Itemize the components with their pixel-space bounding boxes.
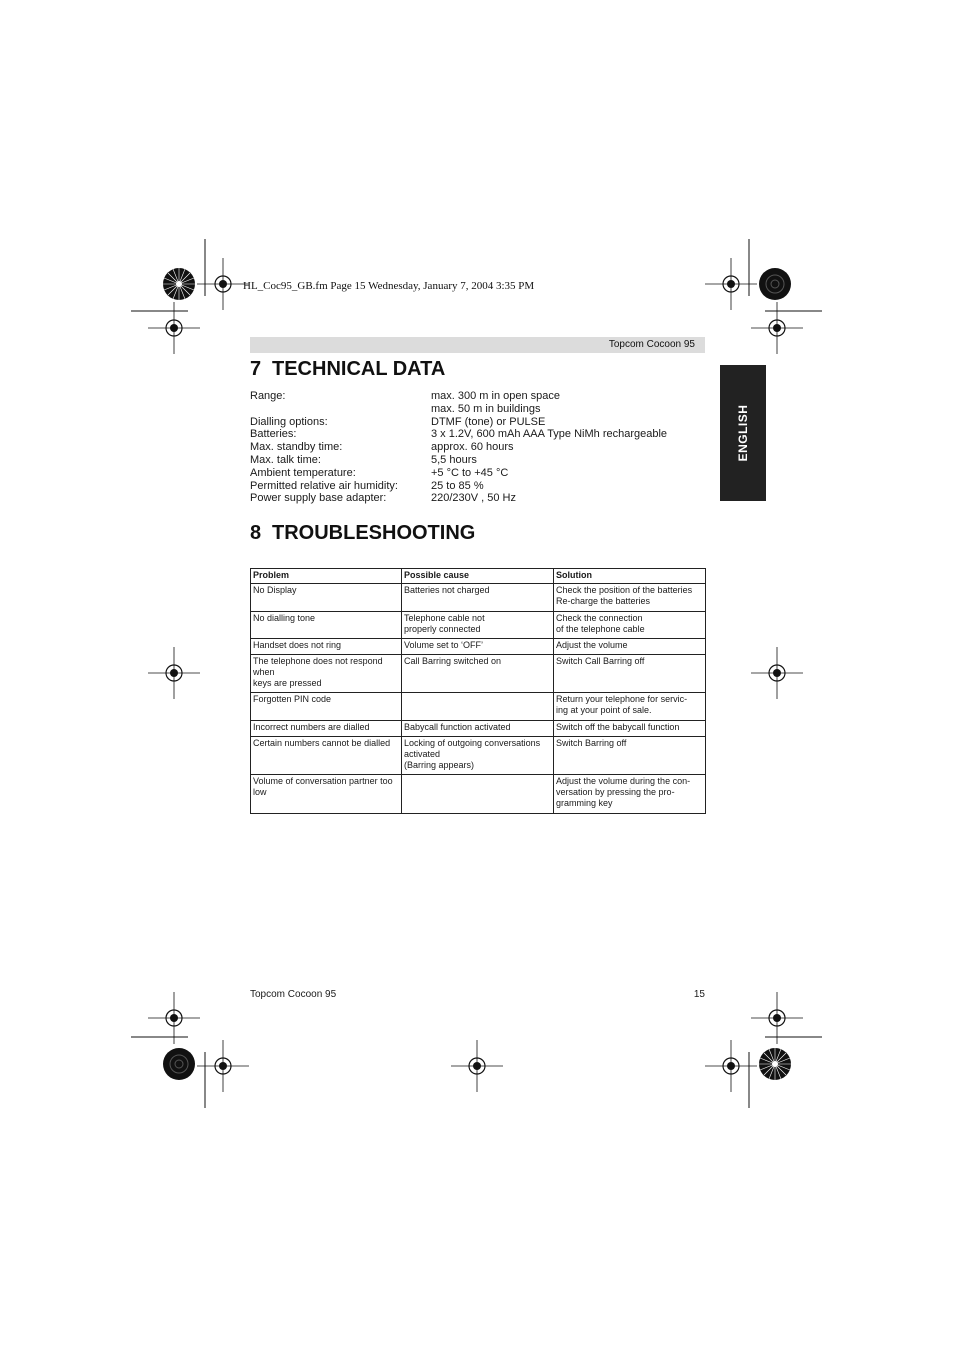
cause-cell: Volume set to ‘OFF’ [402, 639, 554, 655]
table-row [251, 655, 706, 693]
spec-row [250, 403, 705, 416]
solution-cell: Switch Call Barring off [554, 655, 706, 693]
column-header-cause: Possible cause [402, 569, 554, 584]
spec-value: 25 to 85 % [431, 479, 484, 492]
technical-data-list [250, 390, 705, 505]
table-row [251, 693, 706, 721]
spec-label: Power supply base adapter: [250, 492, 387, 505]
print-header: HL_Coc95_GB.fm Page 15 Wednesday, January 7, 2004 3:35 PM [243, 280, 535, 292]
footer-product-name: Topcom Cocoon 95 [250, 989, 337, 1000]
problem-cell: Forgotten PIN code [251, 693, 402, 721]
section-7-heading [250, 358, 445, 381]
spec-row [250, 467, 705, 480]
color-bar-bottom-left [163, 1048, 195, 1080]
spec-label: Permitted relative air humidity: [250, 479, 398, 492]
table-header-row [251, 569, 706, 584]
table-row [251, 612, 706, 639]
spec-label: Max. talk time: [250, 453, 321, 466]
cause-cell: Telephone cable not properly connected [402, 612, 554, 639]
spec-row [250, 492, 705, 505]
table-row [251, 737, 706, 775]
spec-value: 5,5 hours [431, 453, 477, 466]
spec-label: Batteries: [250, 428, 297, 441]
cause-cell [402, 775, 554, 814]
registration-mark [751, 647, 803, 699]
spec-row [250, 441, 705, 454]
problem-cell: The telephone does not respond when keys are pressed [251, 655, 402, 693]
solution-cell: Adjust the volume during the con- versation by pressing the pro- gramming key [554, 775, 706, 814]
spec-label: Dialling options: [250, 415, 328, 428]
color-bar-bottom-right [759, 1048, 791, 1080]
solution-cell: Switch off the babycall function [554, 721, 706, 737]
color-bar-top-right [759, 268, 791, 300]
spec-value: 220/230V , 50 Hz [431, 492, 517, 505]
spec-value: DTMF (tone) or PULSE [431, 415, 546, 428]
spec-row [250, 454, 705, 467]
problem-cell: No dialling tone [251, 612, 402, 639]
problem-cell: Incorrect numbers are dialled [251, 721, 402, 737]
column-header-solution: Solution [554, 569, 706, 584]
spec-value: 3 x 1.2V, 600 mAh AAA Type NiMh rechargeable [431, 428, 668, 441]
solution-cell: Check the position of the batteries Re-charge the batteries [554, 584, 706, 612]
solution-cell: Check the connection of the telephone cable [554, 612, 706, 639]
problem-cell: Handset does not ring [251, 639, 402, 655]
column-header-problem: Problem [251, 569, 402, 584]
spec-value: +5 °C to +45 °C [431, 466, 509, 479]
color-bar-top-left [163, 268, 195, 300]
registration-mark [751, 302, 803, 354]
spec-label: Ambient temperature: [250, 466, 356, 479]
solution-cell: Return your telephone for servic- ing at your point of sale. [554, 693, 706, 721]
problem-cell: No Display [251, 584, 402, 612]
section-7-title: TECHNICAL DATA [272, 358, 446, 380]
solution-cell: Switch Barring off [554, 737, 706, 775]
spec-row [250, 390, 705, 403]
spec-label: Range: [250, 390, 286, 402]
running-header-text: Topcom Cocoon 95 [608, 339, 695, 350]
table-row [251, 584, 706, 612]
problem-cell: Volume of conversation partner too low [251, 775, 402, 814]
solution-cell: Adjust the volume [554, 639, 706, 655]
section-8-heading [250, 522, 475, 545]
running-header-bar [250, 337, 705, 353]
registration-mark [451, 1040, 503, 1092]
table-row [251, 639, 706, 655]
language-tab [720, 365, 766, 501]
cause-cell [402, 693, 554, 721]
cause-cell: Call Barring switched on [402, 655, 554, 693]
table-row [251, 775, 706, 814]
spec-row [250, 428, 705, 441]
spec-value: approx. 60 hours [431, 441, 514, 454]
spec-row [250, 480, 705, 493]
cause-cell: Babycall function activated [402, 721, 554, 737]
problem-cell: Certain numbers cannot be dialled [251, 737, 402, 775]
spec-label: Max. standby time: [250, 441, 343, 454]
spec-row [250, 416, 705, 429]
cause-cell: Batteries not charged [402, 584, 554, 612]
section-7-number: 7 [250, 358, 262, 380]
language-tab-label: ENGLISH [736, 404, 750, 462]
registration-mark [148, 647, 200, 699]
table-row [251, 721, 706, 737]
cause-cell: Locking of outgoing conversations activated (Barring appears) [402, 737, 554, 775]
section-8-title: TROUBLESHOOTING [272, 522, 476, 544]
registration-mark [148, 992, 200, 1044]
page-number: 15 [693, 989, 705, 1000]
registration-mark [751, 992, 803, 1044]
spec-value: max. 300 m in open space [431, 390, 561, 402]
spec-value: max. 50 m in buildings [431, 402, 541, 415]
registration-mark [148, 302, 200, 354]
section-8-number: 8 [250, 522, 262, 544]
troubleshooting-table [250, 568, 706, 814]
